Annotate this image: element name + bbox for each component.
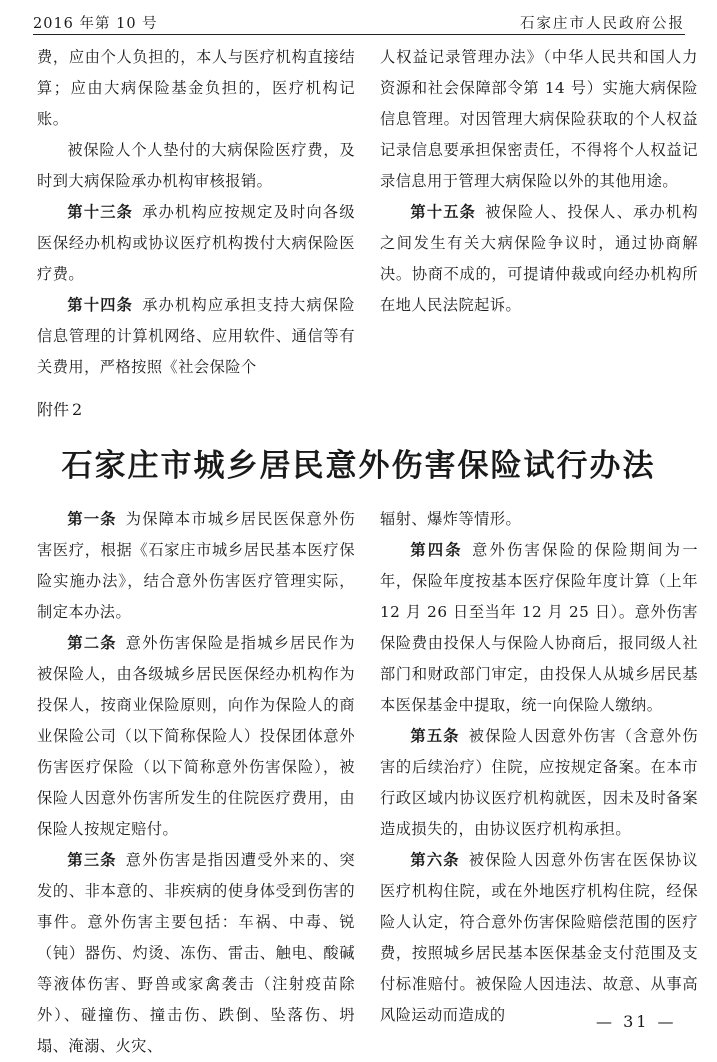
attachment-word: 附件 <box>37 400 70 419</box>
page-header <box>33 8 685 35</box>
article-4 <box>380 535 698 721</box>
article-text: 被保险人因意外伤害在医保协议医疗机构住院，或在外地医疗机构住院，经保险人认定，符合意外伤害保险赔偿范围的医疗费，按照城乡居民基本医保基金支付范围及支付标准赔付。被保险人因违法、故意、从事高风险运动而造成的 <box>380 851 699 1024</box>
paragraph: 费，应由个人负担的，本人与医疗机构直接结算；应由大病保险基金负担的，医疗机构记账。 <box>37 48 355 128</box>
paragraph: 辐射、爆炸等情形。 <box>380 510 522 528</box>
article-15 <box>380 197 698 321</box>
article-label: 第六条 <box>410 851 460 869</box>
publication-name: 石家庄市人民政府公报 <box>520 16 685 32</box>
article-label: 第十三条 <box>67 203 134 221</box>
article-label: 第五条 <box>410 727 460 745</box>
attachment-number: 2 <box>72 400 83 419</box>
article-label: 第二条 <box>67 634 117 652</box>
article-14 <box>37 290 355 383</box>
article-text: 意外伤害保险是指城乡居民作为被保险人，由各级城乡居民医保经办机构作为投保人，按商业保险原则，向作为保险人的商业保险公司（以下简称保险人）投保团体意外伤害医疗保险（以下简称意外伤害保险），被保险人因意外伤害所发生的住院医疗费用，由保险人按规定赔付。 <box>37 634 356 838</box>
article-2 <box>37 628 355 845</box>
top-right-column <box>380 42 698 321</box>
paragraph: 被保险人个人垫付的大病保险医疗费，及时到大病保险承办机构审核报销。 <box>37 141 355 190</box>
article-label: 第一条 <box>67 510 117 528</box>
article-3 <box>37 845 355 1062</box>
article-text: 承办机构应承担支持大病保险信息管理的计算机网络、应用软件、通信等有关费用，严格按照《社会保险个 <box>37 296 355 376</box>
article-text: 意外伤害保险的保险期间为一年，保险年度按基本医疗保险年度计算（上年 12 月 26 日至当年 12 月 25 日）。意外伤害保险费由投保人与保险人协商后，报同级人社部门和财政部门审定，由投保人从城乡居民基本医保基金中提取，统一向保险人缴纳。 <box>380 541 699 714</box>
bottom-right-column <box>380 504 698 1031</box>
article-5 <box>380 721 698 845</box>
page-number: — 31 — <box>596 1012 677 1031</box>
article-text: 被保险人因意外伤害（含意外伤害的后续治疗）住院，应按规定备案。在本市行政区域内协议医疗机构就医，因未及时备案造成损失的，由协议医疗机构承担。 <box>380 727 699 838</box>
bottom-left-column <box>37 504 355 1062</box>
attachment-label <box>37 397 82 420</box>
article-label: 第四条 <box>410 541 463 559</box>
article-13 <box>37 197 355 290</box>
article-label: 第三条 <box>67 851 117 869</box>
top-left-column <box>37 42 355 383</box>
paragraph: 人权益记录管理办法》（中华人民共和国人力资源和社会保障部令第 14 号）实施大病保险信息管理。对因管理大病保险获取的个人权益记录信息要承担保密责任，不得将个人权益记录信息用于管理大病保险以外的其他用途。 <box>380 48 698 190</box>
article-text: 承办机构应按规定及时向各级医保经办机构或协议医疗机构拨付大病保险医疗费。 <box>37 203 355 283</box>
article-1 <box>37 504 355 628</box>
article-label: 第十五条 <box>410 203 477 221</box>
document-title: 石家庄市城乡居民意外伤害保险试行办法 <box>61 448 656 484</box>
article-text: 为保障本市城乡居民医保意外伤害医疗，根据《石家庄市城乡居民基本医疗保险实施办法》，结合意外伤害医疗管理实际，制定本办法。 <box>37 510 356 621</box>
article-text: 意外伤害是指因遭受外来的、突发的、非本意的、非疾病的使身体受到伤害的事件。意外伤害主要包括：车祸、中毒、锐（钝）器伤、灼烫、冻伤、雷击、触电、酸碱等液体伤害、野兽或家禽袭击（注射疫苗除外）、碰撞伤、撞击伤、跌倒、坠落伤、坍塌、淹溺、火灾、 <box>37 851 356 1055</box>
article-text: 被保险人、投保人、承办机构之间发生有关大病保险争议时，通过协商解决。协商不成的，可提请仲裁或向经办机构所在地人民法院起诉。 <box>380 203 698 314</box>
article-6 <box>380 845 698 1031</box>
issue-label: 2016 年第 10 号 <box>33 16 158 32</box>
article-label: 第十四条 <box>67 296 134 314</box>
